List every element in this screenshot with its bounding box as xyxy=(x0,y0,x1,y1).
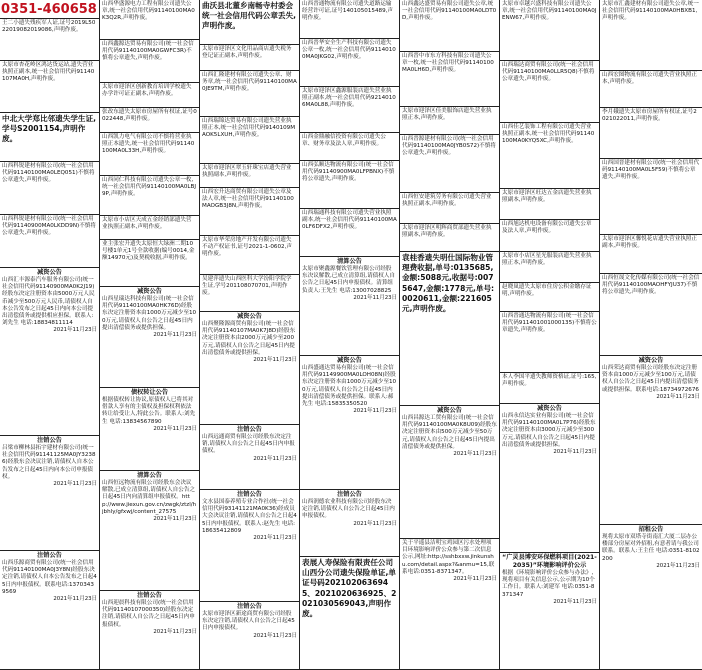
notice-date: 2021年11月23日 xyxy=(153,628,197,635)
notice-title: 招租公告 xyxy=(638,526,664,533)
classified-notice xyxy=(500,283,599,312)
notice-title: 清算公告 xyxy=(337,258,362,265)
notice-body: 山西凯力电气有限公司不慎将营业执照正本遗失,统一社会信用代码91140100MA0L33H,声明作废。 xyxy=(102,134,195,155)
notice-body: 山西聚隆源商贸有限公司(统一社会信用代码91140107MA0K7J8D)经股东决定注册资本由2000万元减少至200万元,请债权人自公告之日起45日内提出清偿债务或提供担保。 xyxy=(202,321,296,356)
notice-date: 2021年11月23日 xyxy=(153,332,197,339)
notice-date: 2021年11月23日 xyxy=(553,598,597,605)
notice-body: 太原市卓越兴盛科技有限公司遗失公章,统一社会信用代码91140100MA0JENW67,声明作废。 xyxy=(502,1,597,22)
notice-title: 减资公告 xyxy=(37,269,62,276)
notice-body: 李月娥遗失太原市房屋所有权证,证号2021022011,声明作废。 xyxy=(602,109,697,123)
notice-body: 吕梁市柳林县拓宇建材有限公司(统一社会信用代码91141125MA0JY32386)经股东会决议注销,请债权人自本公告发布之日起45日内向本公司申报债权。 xyxy=(2,445,96,480)
column-2 xyxy=(100,0,200,670)
classified-notice xyxy=(300,39,399,87)
notice-date: 2021年11月23日 xyxy=(253,632,297,639)
classified-notice xyxy=(500,123,599,189)
classified-notice xyxy=(400,135,499,193)
notice-body: 太原市汇鑫建材有限公司遗失公章,统一社会信用代码91140100MA0HBXB1,声明作废。 xyxy=(602,1,699,22)
classified-notice xyxy=(600,0,702,71)
column-1 xyxy=(0,0,100,670)
notice-body: 山西恒晟文化传媒有限公司(统一社会信用代码91140100MAOHFYJU37)不慎将公章遗失,声明作废。 xyxy=(602,275,700,296)
notice-body: 山西盛通达贸易有限公司(统一社会信用代码91149900MA0LOH08N)经股东决定注册资本由1000万元减少至100万元,请债权人自公告之日起45日内提出清偿债务或提供担保。联系人:郝先生 电话:15835350520 xyxy=(302,365,397,408)
notice-body: 山西宏升达商贸有限公司遗失公章及法人章,统一社会信用代码91140100MAOGB3J8N,声明作废。 xyxy=(202,189,294,210)
notice-body: 山西晋通达物流有限公司(统一社会信用代码911401001000135)不慎将公章遗失,声明作废。 xyxy=(502,313,597,334)
classified-notice xyxy=(200,0,299,45)
column-4 xyxy=(300,0,400,670)
notice-date: 2021年11月23日 xyxy=(656,393,700,400)
classified-notice xyxy=(0,162,99,215)
notice-title: 注销公告 xyxy=(237,491,262,498)
notice-body: 山西同仁科技有限公司遗失公章一枚,统一社会信用代码91140100MA0LBJ9P,声明作废。 xyxy=(102,177,197,198)
classified-notice xyxy=(400,224,499,252)
classified-notice xyxy=(100,388,199,471)
classified-notice xyxy=(500,373,599,404)
notice-body: 关于平遥县洁明宝鸡园区污水处理项目环境影响评价公众参与第二次信息公示,网址:http://sshbxxw.jinkunshu.com/detail.aspx?&anmu=15,联系电话:0351-8371347。 xyxy=(402,540,495,575)
notice-date: 2021年11月23日 xyxy=(253,535,297,542)
notice-body: 太原市华荣房地产开发有限公司遗失不动产权证书,证号2021-1-0602,声明作废。 xyxy=(202,237,292,258)
notice-body: 太原市杏花岭区鸿达货运站,遗失营业执照正副本,统一社会信用代码91140107MA0H,声明作废。 xyxy=(2,62,95,83)
notice-date: 2021年11月23日 xyxy=(453,451,497,458)
classified-notice xyxy=(300,209,399,257)
classified-notice xyxy=(300,0,399,39)
notice-body: 太原市迎泽区馨悦花店遗失营业执照正副本,声明作废。 xyxy=(602,236,698,250)
notice-body: 山西汇隆建材有限公司遗失公章、财务章,统一社会信用代码91140100MA0JE9TM,声明作废。 xyxy=(202,72,297,93)
notice-body: 山西恒远物流有限公司经股东会决议解散,已成立清算组,请债权人自公告之日起45日内向清算组申报债权。http://www.jiexun.gov.cn/zwgk/ztzl/hjbhly/gfxwj/content_27575 xyxy=(102,480,197,515)
notice-body: 太原市聚鑫源餐饮管理有限公司经股东决议解散,已成立清算组,请债权人自公告之日起45日内申报债权。清算组负责人:王先生 电话:13007028825 xyxy=(302,266,396,294)
classified-notice xyxy=(400,52,499,107)
column-3 xyxy=(200,0,300,670)
classified-notice xyxy=(300,557,399,670)
notice-body: 山西鑫源达贸易有限公司(统一社会信用代码91140100MA0GWFC3R)不慎将公章遗失,声明作废。 xyxy=(102,41,194,62)
notice-body: 本人李国平遗失教师资格证,证号:165,声明作废。 xyxy=(502,374,597,388)
classified-notice xyxy=(400,252,499,406)
classified-notice xyxy=(0,215,99,268)
classified-notice xyxy=(600,235,702,274)
notice-body: 王二小遗失残疾军人证,证号2019L5022019082019086,声明作废。 xyxy=(2,20,96,34)
notice-body: 太原市迎泽区佳美服饰店遗失营业执照正本,声明作废。 xyxy=(402,108,492,122)
notice-date: 2021年11月23日 xyxy=(453,576,497,583)
notice-title: 减资公告 xyxy=(137,288,162,295)
notice-body: 山西星瑞达科技有限公司(统一社会信用代码91140100MA0HK76D)经股东决定注册资本由1000万元减少至100万元,请债权人自公告之日起45日内提出清偿债务或提供担保。 xyxy=(102,296,197,331)
notice-body: 张改东遗失太原市房屋所有权证,证号0022448,声明作废。 xyxy=(102,109,197,123)
notice-body: 太原市迎泽区文化用品商店遗失税务登记证正副本,声明作废。 xyxy=(202,46,292,60)
classified-notice xyxy=(600,159,702,235)
notice-body: 太原市迎泽区翠玉轩珠宝店遗失营业执照副本,声明作废。 xyxy=(202,165,292,179)
notice-body: 山西鑫达盛贸易有限公司遗失公章,统一社会信用代码91140100MA0LDT0D,声明作废。 xyxy=(402,1,497,22)
notice-date: 2021年11月23日 xyxy=(553,449,597,456)
classified-notice xyxy=(600,71,702,108)
notice-body: 山西弘顺达物流有限公司(统一社会信用代码91140900MA0LFPBNX)不慎将公章遗失,声明作废。 xyxy=(302,162,395,183)
classified-notice xyxy=(600,356,702,525)
notice-body: 赵晓岚遗失太原市住房公积金缴存证明,声明作废。 xyxy=(502,284,592,298)
notice-body: 太原市小店区星光服装店遗失营业执照正本,声明作废。 xyxy=(502,253,592,267)
notice-body: 山西科锐建材有限公司(统一社会信用代码91140900MA0LKDD9N)不慎将公章遗失,声明作废。 xyxy=(2,216,96,237)
classified-notice xyxy=(400,539,499,670)
notice-body: 太原市迎泽区创新教育培训学校遗失办学许可证正副本,声明作废。 xyxy=(102,84,192,98)
notice-body: 山西昌源达工贸有限公司(统一社会信用代码91140100MA0K8U09)经股东决定注册资本由500万元减少至50万元,请债权人自公告之日起45日内提出清偿债务或提供担保。 xyxy=(402,415,497,450)
classified-notice xyxy=(0,113,99,162)
classified-notice xyxy=(300,133,399,161)
notice-body: 山西国晋建材有限公司(统一社会信用代码91140100MA0L5F59)不慎将公章遗失,声明作废。 xyxy=(602,160,700,181)
notice-body: 山西乐源商贸有限公司(统一社会信用代码91140100MA0J3Y8N)经股东决定注销,请债权人自本公告发布之日起45日内申报债权。联系电话:13703439569 xyxy=(2,560,97,595)
notice-date: 2021年11月23日 xyxy=(353,520,397,527)
notice-title: 减资公告 xyxy=(237,313,262,320)
classified-notice xyxy=(200,188,299,236)
classified-notice xyxy=(300,87,399,133)
notice-title: 减资公告 xyxy=(537,405,562,412)
notice-body: 山西汇丰源泰汽车服务有限公司(统一社会信用代码91140900MA0K2J19)经股东决定注册资本由5000万元人民币减少至500万元人民币,请债权人自本公告发布之日起45日内向本公司提出清偿债务或提供相应担保。联系人:刘先生 电话:18834811114 xyxy=(2,277,95,327)
notice-body: 太原市小店区天成五金经销部遗失营业执照正副本,声明作废。 xyxy=(102,217,192,231)
classified-notice xyxy=(500,404,599,553)
classified-notice xyxy=(500,252,599,283)
classified-notice xyxy=(400,406,499,539)
notice-body: 山西瑞达商贸有限公司(统一社会信用代码91140100MA0LLR5Q8)不慎将公章遗失,声明作废。 xyxy=(502,62,595,83)
notice-title: 减资公告 xyxy=(437,407,462,414)
notice-body: 山西晋华安全生产科技有限公司遗失公章一枚,统一社会信用代码91140100MA0JKG02,声明作废。 xyxy=(302,40,396,61)
classified-notice xyxy=(200,312,299,425)
notice-body: 山西金鼎融信投资有限公司遗失公章、财务章及法人章,声明作废。 xyxy=(302,134,386,148)
notice-date: 2021年11月23日 xyxy=(53,327,97,334)
notice-body: 山西华盛源电力工程有限公司遗失公章,统一社会信用代码91140100MA0K3Q2R,声明作废。 xyxy=(102,1,195,22)
classified-notice xyxy=(200,45,299,71)
classified-notice xyxy=(500,189,599,220)
classified-notice xyxy=(100,108,199,133)
notice-body: 业主张宏升遗失太原恒大绿洲二期10号楼1单元1号全款收据(编号0014,金额14970元)及契税收据,声明作废。 xyxy=(102,241,195,262)
classified-notice xyxy=(500,61,599,123)
classified-notice xyxy=(100,240,199,287)
classified-notice xyxy=(200,425,299,490)
classified-notice xyxy=(100,133,199,176)
notice-title: 注销公告 xyxy=(237,426,262,433)
classified-notice xyxy=(300,161,399,209)
notice-title: “广灵县博安环保燃料项目(2021-2035)”环境影响评价公示 xyxy=(502,554,597,569)
column-6 xyxy=(500,0,600,670)
classified-notice xyxy=(200,236,299,275)
classified-notice xyxy=(0,19,99,61)
classified-notice xyxy=(200,71,299,117)
classified-notice xyxy=(300,490,399,557)
notice-body: 吴建萍遗失山西医科大学汾阳学院学生证,学号201108070701,声明作废。 xyxy=(202,276,292,297)
classified-notice xyxy=(100,216,199,240)
classified-notice xyxy=(100,40,199,83)
classified-notice xyxy=(100,591,199,670)
notice-body: 太原市迎泽区明辉商贸部遗失营业执照副本,声明作废。 xyxy=(402,225,492,239)
classified-notice xyxy=(600,274,702,356)
notice-date: 2021年11月23日 xyxy=(253,357,297,364)
notice-body: 山西宏图物流有限公司遗失营业执照正本,声明作废。 xyxy=(602,72,698,86)
classified-notice xyxy=(300,356,399,490)
notice-body: 根据《环境影响评价公众参与办法》,现将项目有关信息公示,公示期为10个工作日。联系人:刘建军 电话:0351-8371347 xyxy=(502,570,595,598)
classified-notice xyxy=(300,257,399,356)
classified-notice xyxy=(200,602,299,670)
notice-title: 注销公告 xyxy=(37,437,62,444)
notice-body: 根据债权转让协议,原债权人已将其对借款人享有的主债权及担保权利依法转让给受让人,特此公告。联系人:刘先生 电话:13834567890 xyxy=(102,397,196,425)
classified-notice xyxy=(0,61,99,113)
notice-body: 山西旭达机电设备有限公司遗失公章及法人章,声明作废。 xyxy=(502,221,592,235)
notice-title: 减资公告 xyxy=(638,357,664,364)
notice-body: 山西永信达实业有限公司(统一社会信用代码91140100MA0L7P76)经股东决定注册资本由3000万元减少至300万元,请债权人自公告之日起45日内提出清偿债务或提供担保。 xyxy=(502,413,596,448)
classified-notice xyxy=(400,107,499,135)
notice-body: 文水县国泰养殖专业合作社(统一社会信用代码93141121MA0K36)经成员大会决议注销,请债权人自公告之日起45日内申报债权。联系人:赵先生 电话:18635412809 xyxy=(202,499,297,534)
notice-body: 表展人寿保险有限责任公司山西分公司遗失保险单证,单证号码2021020636945、2021020636925、2021030569043,声明作废。 xyxy=(302,558,397,619)
classified-notice xyxy=(500,312,599,373)
notice-body: 曲沃县北董乡南畅寺村委会统一社会信用代码公章丢失,声明作废。 xyxy=(202,1,297,31)
classified-notice xyxy=(100,83,199,108)
notice-date: 2021年11月23日 xyxy=(153,425,197,432)
notice-body: 山西恒安建筑劳务有限公司遗失营业执照正副本,声明作废。 xyxy=(402,194,492,208)
notice-title: 清算公告 xyxy=(137,472,162,479)
notice-date: 2021年11月23日 xyxy=(253,455,297,462)
notice-body: 山西科锐建材有限公司(统一社会信用代码91140100MA0LEQ051)不慎将公章遗失,声明作废。 xyxy=(2,163,95,184)
notice-body: 山西荣达商贸有限公司经股东决定注册资本由1000万元减少至100万元,请债权人自公告之日起45日内提出清偿债务或提供担保。联系电话:18734972676 xyxy=(602,365,699,393)
classified-notice xyxy=(500,220,599,252)
column-7 xyxy=(600,0,702,670)
classified-notice xyxy=(200,490,299,602)
notice-date: 2021年11月23日 xyxy=(53,481,97,488)
notice-body: 太原市迎泽区鑫源服装店遗失营业执照正副本,统一社会信用代码92140106MA0L88,声明作废。 xyxy=(302,88,396,109)
notice-title: 注销公告 xyxy=(137,592,162,599)
notice-body: 山西佳艺装饰工程有限公司遗失营业执照正副本,统一社会信用代码91140100MA0KYQ5XC,声明作废。 xyxy=(502,124,595,145)
notice-body: 山西迎晨科技有限公司(统一社会信用代码91140107000350)经股东决定注销,请债权人自公告之日起45日内申报债权。 xyxy=(102,600,195,628)
notice-date: 2021年11月23日 xyxy=(656,562,700,569)
notice-date: 2021年11月23日 xyxy=(353,408,397,415)
notice-body: 山西瑞锦达贸易有限公司遗失营业执照正本,统一社会信用代码9140109MAOK5LXUH,声明作废。 xyxy=(202,118,296,139)
classified-notice xyxy=(0,551,99,670)
classified-notice xyxy=(100,0,199,40)
ad-hotline-phone: 0351-460658 xyxy=(0,0,99,19)
classified-notice xyxy=(500,553,599,670)
notice-title: 注销公告 xyxy=(237,603,262,610)
notice-body: 中北大学郑比邻遗失学生证,学号S2001154,声明作废。 xyxy=(2,114,97,144)
classified-notice xyxy=(400,0,499,52)
notice-body: 太原市迎泽区旺达五金店遗失营业执照副本,声明作废。 xyxy=(502,190,592,204)
notice-body: 袁桂香遗失明仕国际物业管理费收据,单号:0135685,金额:5088元,收据号:0075647,金额:1778元,单号:0020611,金额:221605元,声明作废。 xyxy=(402,253,495,314)
notice-body: 山西远通商贸有限公司经股东决定注销,请债权人自公告之日起45日内申报债权。 xyxy=(202,434,295,455)
classified-notice xyxy=(600,525,702,670)
classified-notice xyxy=(200,164,299,188)
classified-notice xyxy=(200,275,299,312)
notice-title: 债权转让公告 xyxy=(130,389,169,396)
notice-body: 现将太原市双塔寺街南汇大厦二层办公楼部分房屋对外招租,有意者请与我公司联系。联系人:王主任 电话:0351-8102200 xyxy=(602,534,700,562)
classified-notice xyxy=(100,176,199,216)
classified-notice xyxy=(100,287,199,388)
notice-body: 山西晋中市东方科技有限公司遗失公章一枚,统一社会信用代码91140100MA0LH6D,声明作废。 xyxy=(402,53,494,74)
classified-notice xyxy=(100,471,199,591)
notice-date: 2021年11月23日 xyxy=(153,516,197,523)
notice-body: 山西晋通物流有限公司遗失道路运输经营许可证,证号140105015489,声明作废。 xyxy=(302,1,394,22)
classified-notice xyxy=(200,117,299,164)
column-5 xyxy=(400,0,500,670)
notice-title: 注销公告 xyxy=(337,491,362,498)
notice-title: 减资公告 xyxy=(337,357,362,364)
classified-notice xyxy=(0,436,99,551)
classified-notice xyxy=(0,268,99,436)
notice-body: 山西润德农业科技有限公司经股东决定注销,请债权人自公告之日起45日内申报债权。 xyxy=(302,499,395,520)
notice-date: 2021年11月23日 xyxy=(53,596,97,603)
classified-notice xyxy=(600,108,702,159)
notice-body: 山西瑞通科技有限公司遗失营业执照副本,统一社会信用代码91140100MA0LF6DFX2,声明作废。 xyxy=(302,210,397,231)
notice-title: 注销公告 xyxy=(37,552,62,559)
classified-notice xyxy=(400,193,499,224)
notice-date: 2021年11月23日 xyxy=(353,294,397,301)
classified-notice xyxy=(500,0,599,61)
notice-body: 太原市迎泽区新途商贸有限公司经股东决定注销,请债权人自公告之日起45日内申报债权。 xyxy=(202,611,295,632)
notice-body: 山西晋源建材有限公司(统一社会信用代码91140100MA0JYB0S72)不慎将公章遗失,声明作废。 xyxy=(402,136,496,157)
